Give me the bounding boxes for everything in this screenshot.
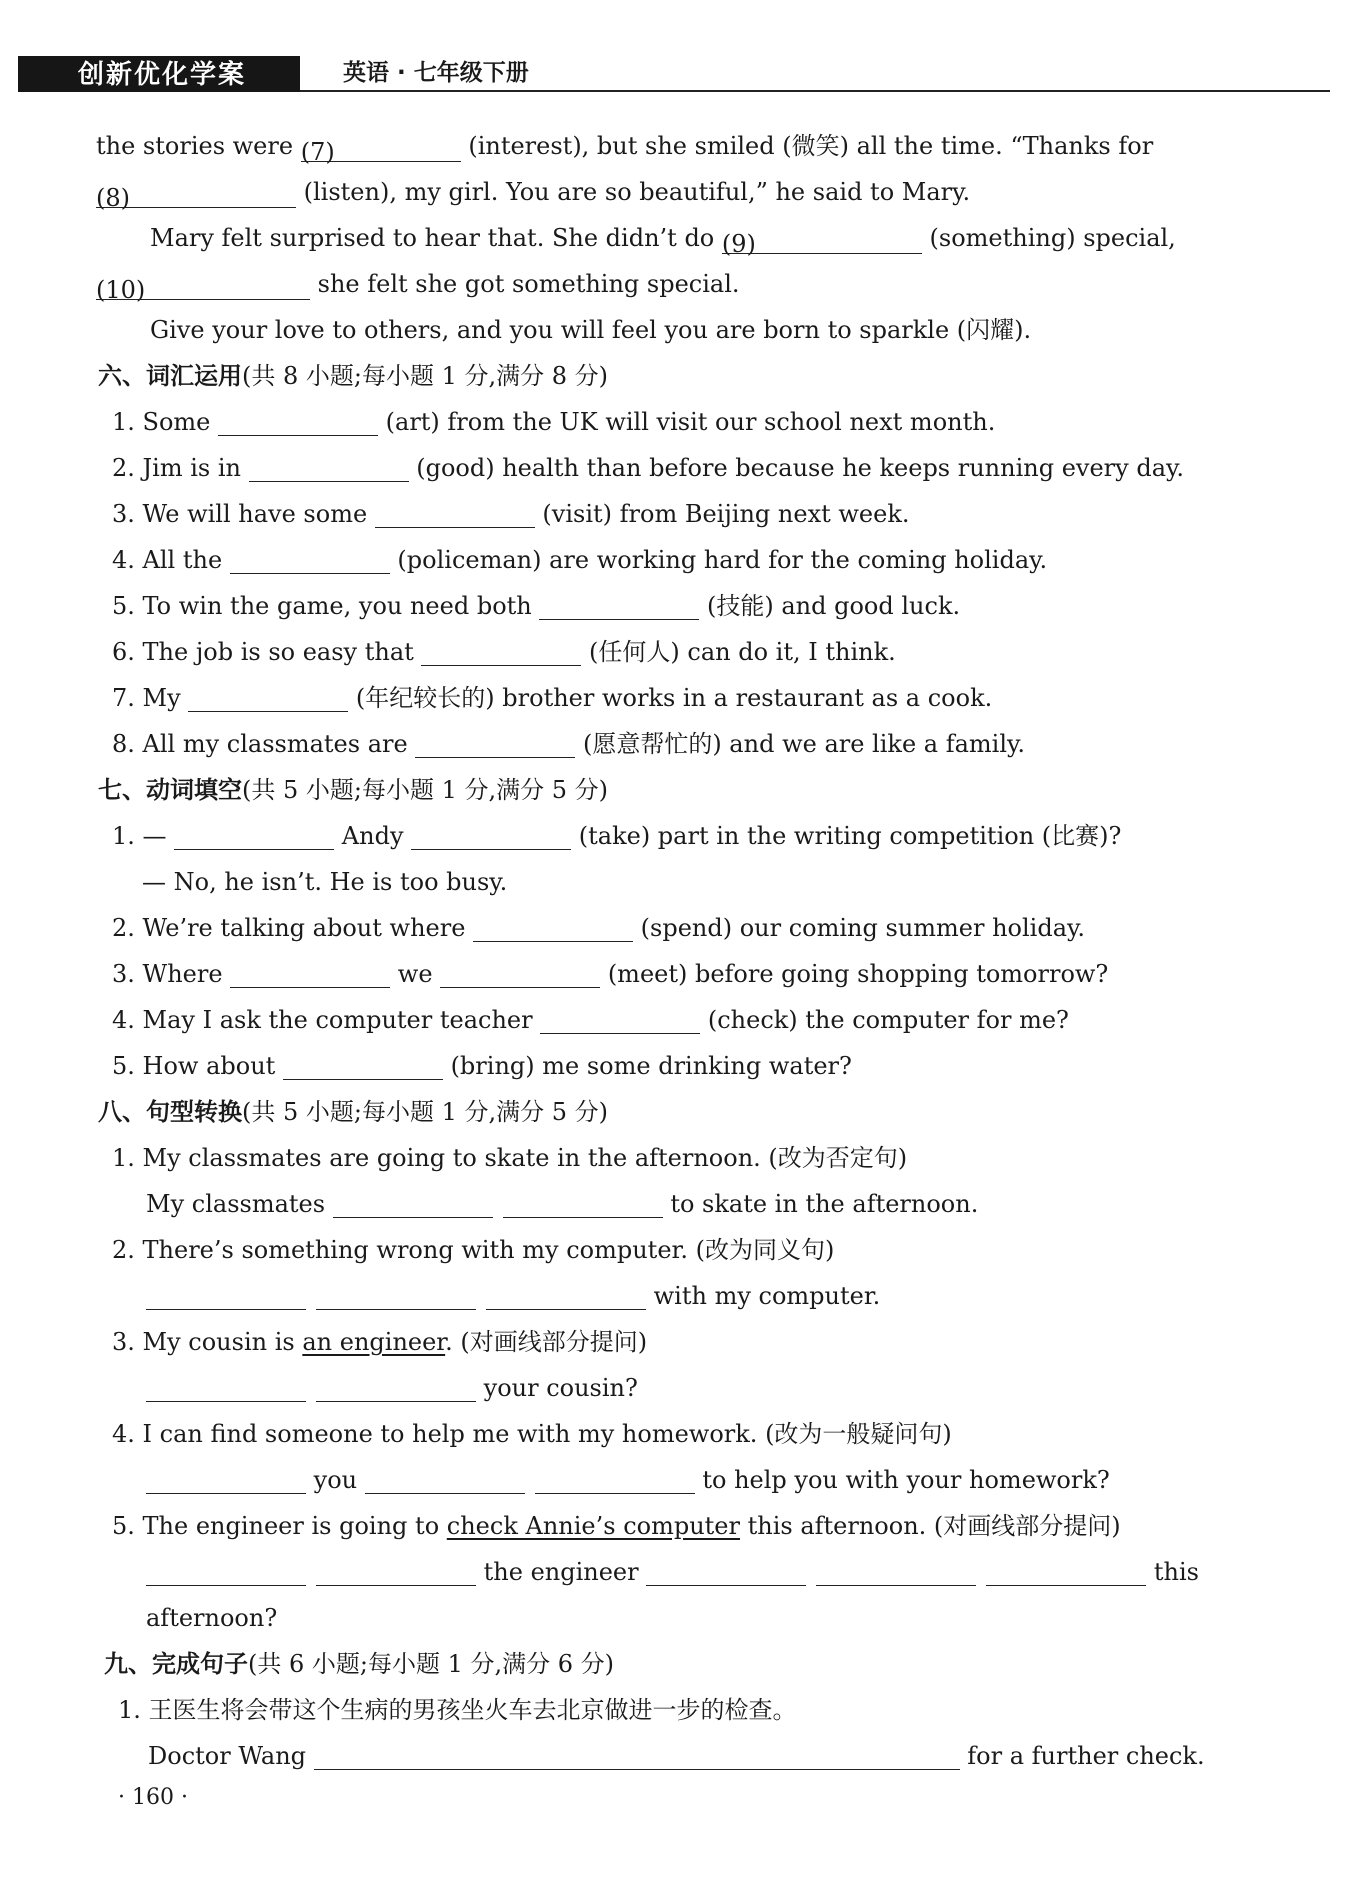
s8-question-5	[112, 1510, 1121, 1542]
s9-answer-1	[148, 1740, 1205, 1772]
answer-blank[interactable]	[365, 1468, 525, 1494]
text: the engineer	[476, 1558, 647, 1586]
s7-item-3	[112, 958, 1108, 990]
text: (任何人) can do it, I think.	[581, 638, 896, 666]
s8-question-2: 2. There’s something wrong with my computer. (改为同义句)	[112, 1236, 835, 1264]
text: (interest), but she smiled (微笑) all the time. “Thanks for	[460, 132, 1154, 160]
passage-line-4	[96, 268, 740, 304]
s6-item-1	[112, 406, 995, 438]
underlined-phrase: an engineer	[302, 1328, 446, 1356]
text: 2. We’re talking about where	[112, 914, 474, 942]
answer-blank[interactable]	[473, 916, 633, 942]
s6-item-6	[112, 636, 896, 668]
text: . (对画线部分提问)	[445, 1328, 648, 1356]
s8-answer-1	[146, 1188, 978, 1220]
answer-blank-8[interactable]	[96, 182, 296, 212]
text: (技能) and good luck.	[699, 592, 961, 620]
text: My classmates	[146, 1190, 333, 1218]
answer-blank[interactable]	[188, 686, 348, 712]
passage-line-3	[150, 222, 1176, 258]
answer-blank-10[interactable]	[96, 274, 310, 304]
s6-item-7	[112, 682, 992, 714]
text: this afternoon. (对画线部分提问)	[739, 1512, 1121, 1540]
answer-blank[interactable]	[333, 1192, 493, 1218]
blank-number: (9)	[721, 230, 756, 258]
text: this	[1146, 1558, 1199, 1586]
answer-blank[interactable]	[146, 1560, 306, 1586]
text: (policeman) are working hard for the coming holiday.	[389, 546, 1048, 574]
s8-question-1: 1. My classmates are going to skate in the afternoon. (改为否定句)	[112, 1144, 908, 1172]
answer-blank[interactable]	[816, 1560, 976, 1586]
section-note: (共 5 小题;每小题 1 分,满分 5 分)	[242, 1098, 609, 1126]
s8-question-4: 4. I can find someone to help me with my homework. (改为一般疑问句)	[112, 1420, 952, 1448]
page-header	[18, 56, 1330, 94]
answer-blank[interactable]	[230, 548, 390, 574]
answer-blank[interactable]	[146, 1376, 306, 1402]
text: she felt she got something special.	[310, 270, 740, 298]
section-title: 九、完成句子	[104, 1650, 248, 1678]
text: (art) from the UK will visit our school next month.	[378, 408, 996, 436]
answer-blank-9[interactable]	[721, 228, 922, 258]
text: (愿意帮忙的) and we are like a family.	[575, 730, 1026, 758]
text: 1. —	[112, 822, 175, 850]
answer-blank[interactable]	[218, 410, 378, 436]
s6-item-4	[112, 544, 1047, 576]
s9-question-1: 1. 王医生将会带这个生病的男孩坐火车去北京做进一步的检查。	[118, 1696, 797, 1724]
blank-number: (10)	[96, 276, 146, 304]
answer-blank[interactable]	[535, 1468, 695, 1494]
text: Andy	[334, 822, 412, 850]
s8-answer-4	[146, 1464, 1110, 1496]
answer-blank[interactable]	[314, 1744, 960, 1770]
text: 3. Where	[112, 960, 231, 988]
section-note: (共 8 小题;每小题 1 分,满分 8 分)	[242, 362, 609, 390]
answer-blank[interactable]	[411, 824, 571, 850]
brand-title: 创新优化学案	[78, 60, 247, 90]
section-7-heading	[98, 774, 608, 806]
s6-item-3	[112, 498, 910, 530]
blank-number: (8)	[96, 184, 130, 212]
text: 7. My	[112, 684, 189, 712]
text: you	[306, 1466, 365, 1494]
answer-blank[interactable]	[283, 1054, 443, 1080]
text: (bring) me some drinking water?	[442, 1052, 852, 1080]
text: 3. My cousin is	[112, 1328, 303, 1356]
passage-line-2	[96, 176, 971, 212]
answer-blank[interactable]	[421, 640, 581, 666]
answer-blank[interactable]	[146, 1284, 306, 1310]
section-6-heading	[98, 360, 608, 392]
header-rule	[300, 90, 1330, 92]
answer-blank[interactable]	[316, 1376, 476, 1402]
answer-blank[interactable]	[986, 1560, 1146, 1586]
s8-answer-3	[146, 1372, 638, 1404]
answer-blank[interactable]	[646, 1560, 806, 1586]
answer-blank[interactable]	[249, 456, 409, 482]
answer-blank[interactable]	[440, 962, 600, 988]
answer-blank[interactable]	[503, 1192, 663, 1218]
text: 6. The job is so easy that	[112, 638, 422, 666]
s8-answer-2	[146, 1280, 880, 1312]
answer-blank[interactable]	[316, 1284, 476, 1310]
text: 4. All the	[112, 546, 230, 574]
answer-blank[interactable]	[486, 1284, 646, 1310]
s7-item-1-reply: — No, he isn’t. He is too busy.	[142, 868, 508, 896]
text: (good) health than before because he keeps running every day.	[408, 454, 1185, 482]
text: (check) the computer for me?	[700, 1006, 1069, 1034]
section-title: 八、句型转换	[98, 1098, 242, 1126]
text: with my computer.	[646, 1282, 881, 1310]
answer-blank[interactable]	[230, 962, 390, 988]
blank-number: (7)	[300, 138, 335, 166]
text: (visit) from Beijing next week.	[534, 500, 910, 528]
answer-blank[interactable]	[174, 824, 334, 850]
s7-item-4	[112, 1004, 1069, 1036]
section-title: 六、词汇运用	[98, 362, 242, 390]
section-note: (共 6 小题;每小题 1 分,满分 6 分)	[248, 1650, 615, 1678]
text: Doctor Wang	[148, 1742, 314, 1770]
text: (spend) our coming summer holiday.	[633, 914, 1086, 942]
s8-answer-5-cont: afternoon?	[146, 1604, 278, 1632]
text: your cousin?	[476, 1374, 638, 1402]
text: 4. May I ask the computer teacher	[112, 1006, 541, 1034]
s7-item-1	[112, 820, 1121, 852]
text: 3. We will have some	[112, 500, 375, 528]
answer-blank[interactable]	[539, 594, 699, 620]
text: 5. How about	[112, 1052, 283, 1080]
text: to skate in the afternoon.	[662, 1190, 979, 1218]
text: for a further check.	[959, 1742, 1205, 1770]
text: Mary felt surprised to hear that. She didn’t do	[150, 224, 722, 252]
text: (meet) before going shopping tomorrow?	[600, 960, 1109, 988]
text: 8. All my classmates are	[112, 730, 416, 758]
text: the stories were	[96, 132, 301, 160]
section-8-heading	[98, 1096, 608, 1128]
s7-item-5	[112, 1050, 852, 1082]
text: 1. Some	[112, 408, 219, 436]
answer-blank[interactable]	[316, 1560, 476, 1586]
text: (年纪较长的) brother works in a restaurant as a cook.	[348, 684, 993, 712]
text: to help you with your homework?	[694, 1466, 1110, 1494]
answer-blank[interactable]	[540, 1008, 700, 1034]
text: 5. To win the game, you need both	[112, 592, 540, 620]
page-number: · 160 ·	[118, 1785, 188, 1810]
text: 5. The engineer is going to	[112, 1512, 447, 1540]
text: we	[390, 960, 441, 988]
s6-item-8	[112, 728, 1025, 760]
s6-item-2	[112, 452, 1184, 484]
answer-blank[interactable]	[375, 502, 535, 528]
section-note: (共 5 小题;每小题 1 分,满分 5 分)	[242, 776, 609, 804]
subject-title: 英语 · 七年级下册	[343, 60, 529, 86]
s8-answer-5	[146, 1556, 1199, 1588]
answer-blank[interactable]	[146, 1468, 306, 1494]
s7-item-2	[112, 912, 1085, 944]
text: 2. Jim is in	[112, 454, 249, 482]
passage-line-5: Give your love to others, and you will feel you are born to sparkle (闪耀).	[150, 316, 1032, 344]
text: (take) part in the writing competition (比赛)?	[571, 822, 1122, 850]
passage-line-1	[96, 130, 1154, 166]
section-9-heading	[104, 1648, 614, 1680]
text: (something) special,	[921, 224, 1176, 252]
section-title: 七、动词填空	[98, 776, 242, 804]
text: (listen), my girl. You are so beautiful,” he said to Mary.	[296, 178, 971, 206]
answer-blank[interactable]	[415, 732, 575, 758]
underlined-phrase: check Annie’s computer	[446, 1512, 740, 1540]
s8-question-3	[112, 1326, 647, 1358]
answer-blank-7[interactable]	[300, 136, 461, 166]
s6-item-5	[112, 590, 960, 622]
